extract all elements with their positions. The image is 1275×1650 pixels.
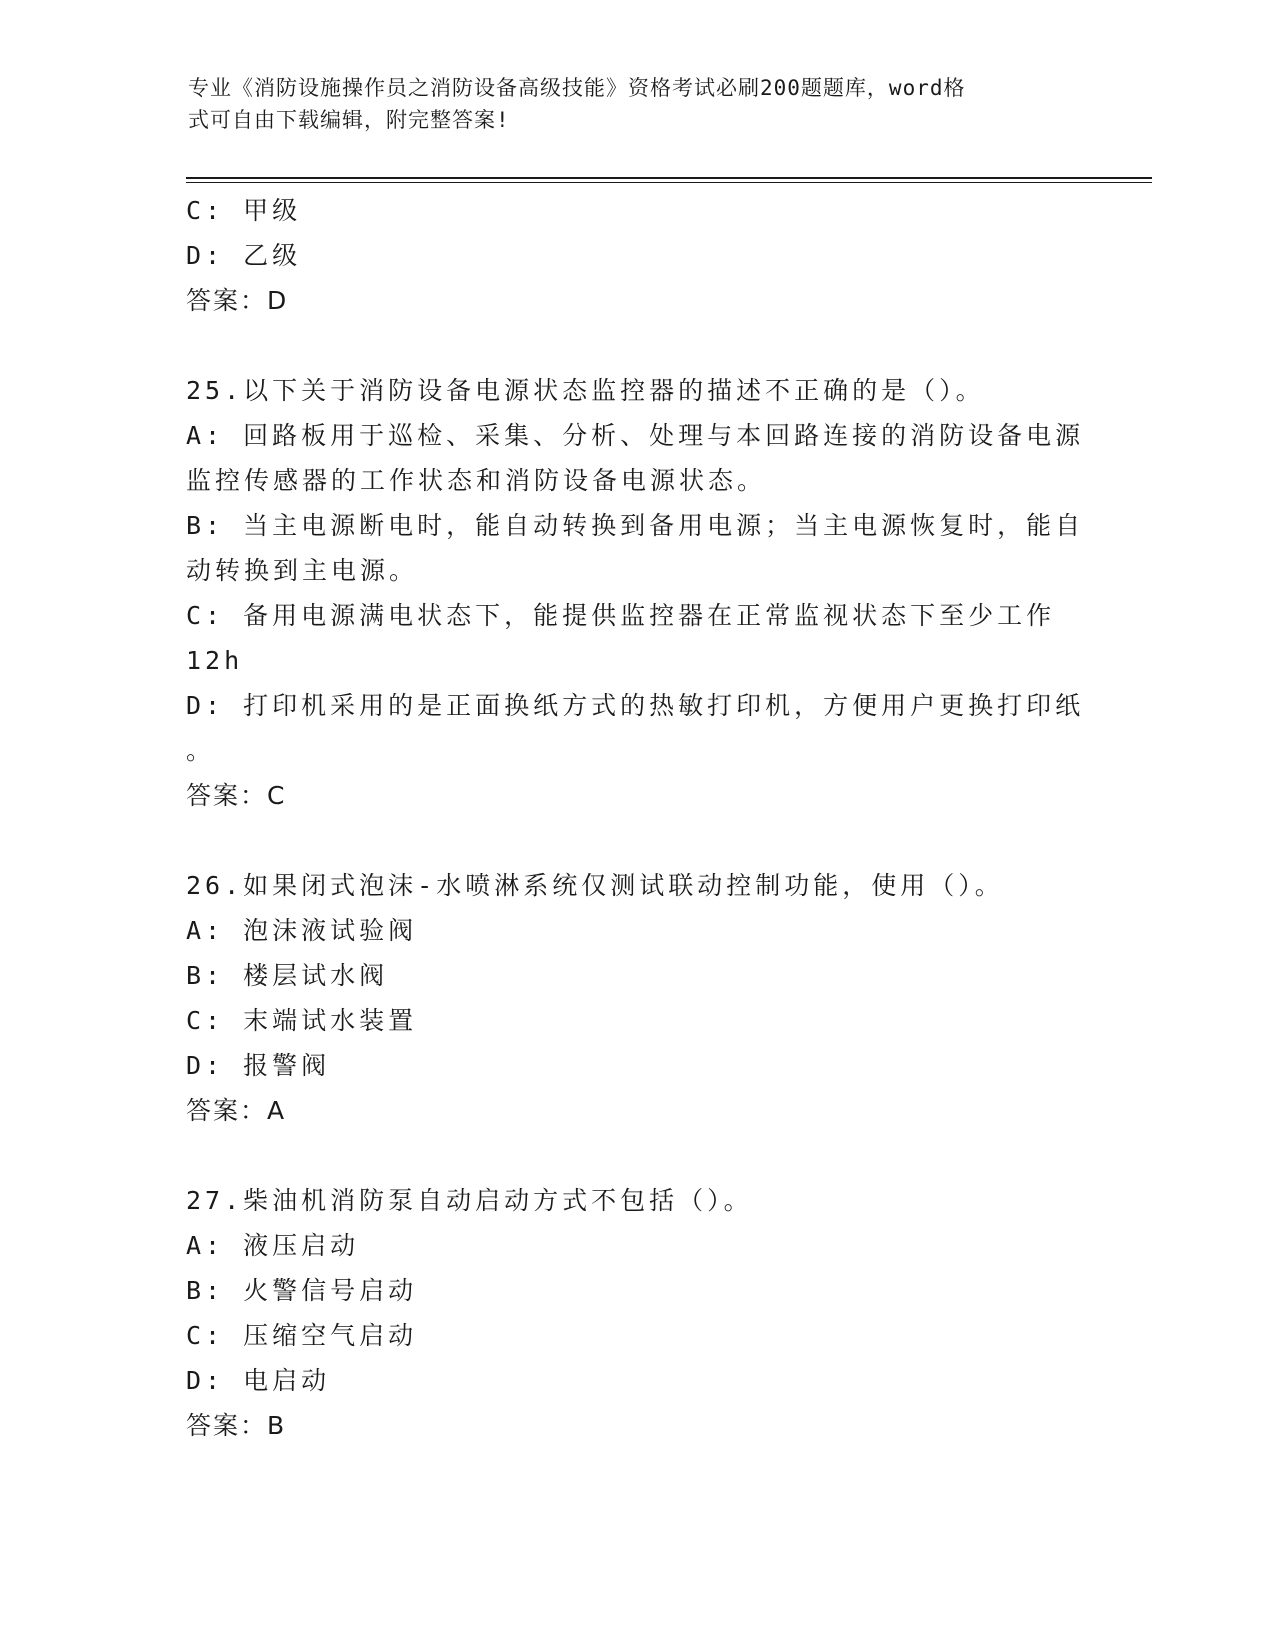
q25-option-d-line1: D: 打印机采用的是正面换纸方式的热敏打印机，方便用户更换打印纸 [186, 691, 1085, 720]
q25-option-a-line2: 监控传感器的工作状态和消防设备电源状态。 [186, 466, 767, 495]
q27-option-b: B: 火警信号启动 [186, 1276, 418, 1305]
q27-option-a: A: 液压启动 [186, 1231, 360, 1260]
question-stem-25: 25.以下关于消防设备电源状态监控器的描述不正确的是（）。 [186, 376, 985, 405]
question-content [186, 188, 1086, 1448]
q25-option-c-line2: 12h [186, 646, 244, 675]
q25-answer: 答案：C [186, 781, 287, 810]
q26-option-b: B: 楼层试水阀 [186, 961, 389, 990]
q25-option-d-line2: 。 [186, 736, 216, 765]
q27-option-d: D: 电启动 [186, 1366, 331, 1395]
q25-option-b-line2: 动转换到主电源。 [186, 556, 419, 585]
header-line-2: 式可自由下载编辑，附完整答案! [188, 108, 510, 132]
option-d: D: 乙级 [186, 241, 302, 270]
q27-option-c: C: 压缩空气启动 [186, 1321, 418, 1350]
q26-option-a: A: 泡沫液试验阀 [186, 916, 418, 945]
q26-option-c: C: 末端试水装置 [186, 1006, 418, 1035]
option-c: C: 甲级 [186, 196, 302, 225]
q25-option-a-line1: A: 回路板用于巡检、采集、分析、处理与本回路连接的消防设备电源 [186, 421, 1085, 450]
question-stem-26: 26.如果闭式泡沫-水喷淋系统仅测试联动控制功能，使用（）。 [186, 871, 1004, 900]
q27-answer: 答案：B [186, 1411, 287, 1440]
question-stem-27: 27.柴油机消防泵自动启动方式不包括（）。 [186, 1186, 753, 1215]
q25-option-b-line1: B: 当主电源断电时，能自动转换到备用电源；当主电源恢复时，能自 [186, 511, 1085, 540]
q25-option-c-line1: C: 备用电源满电状态下，能提供监控器在正常监视状态下至少工作 [186, 601, 1056, 630]
header-rule-thick [186, 177, 1152, 179]
q26-option-d: D: 报警阀 [186, 1051, 331, 1080]
q26-answer: 答案：A [186, 1096, 287, 1125]
answer-line: 答案：D [186, 286, 289, 315]
header-line-1: 专业《消防设施操作员之消防设备高级技能》资格考试必刷200题题库，word格 [188, 76, 966, 100]
document-header [188, 72, 1068, 136]
header-rule-thin [186, 182, 1152, 183]
